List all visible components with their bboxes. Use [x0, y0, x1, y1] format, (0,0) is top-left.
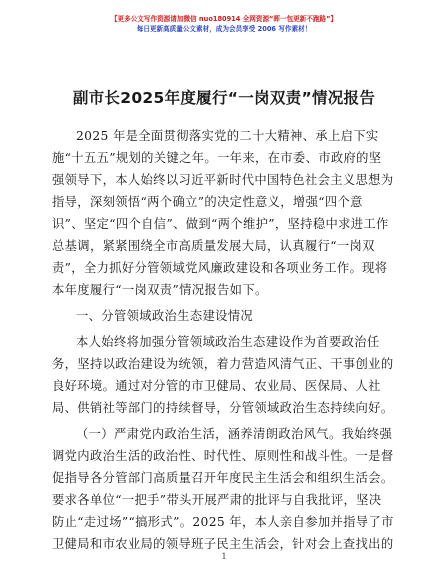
paragraph-line: 良好环境。通过对分管的市卫健局、农业局、医保局、人社 — [52, 379, 381, 393]
paragraph-line: 识”、坚定“四个自信”、做到“两个维护”，坚持稳中求进工作 — [52, 217, 389, 231]
paragraph-line: 施“十五五”规划的关键之年。一年来，在市委、市政府的坚 — [52, 151, 382, 165]
page-number: 1 — [221, 552, 227, 561]
paragraph-line: 总基调，紧紧围绕全市高质量发展大局，认真履行“一岗双 — [52, 239, 375, 253]
paragraph-line: （一）严肃党内政治生活，涵养清朗政治风气。我始终强 — [76, 427, 393, 441]
paragraph-line: 2025 年是全面贯彻落实党的二十大精神、承上启下实 — [76, 129, 379, 143]
top-banner — [0, 14, 448, 34]
paragraph-line: 责”，全力抓好分管领域党风廉政建设和各项业务工作。现将 — [52, 261, 388, 275]
paragraph-line: 务，坚持以政治建设为统领，着力营造风清气正、干事创业的 — [52, 357, 394, 371]
paragraph-line: 促指导各分管部门高质量召开年度民主生活会和组织生活会。 — [52, 471, 394, 485]
document-title: 副市长2025年度履行“一岗双责”情况报告 — [72, 89, 376, 107]
paragraph-line: 本年度履行“一岗双责”情况报告如下。 — [52, 283, 268, 297]
paragraph-line: 卫健局和市农业局的领导班子民主生活会，针对会上查找出的 — [52, 537, 394, 551]
paragraph-line: 防止“走过场”“搞形式”。2025 年，本人亲自参加并指导了市 — [52, 515, 394, 529]
document-body — [52, 125, 398, 555]
paragraph-line: 本人始终将加强分管领域政治生态建设作为首要政治任 — [76, 335, 380, 349]
paragraph-line: 指导，深刻领悟“两个确立”的决定性意义，增强“四个意 — [52, 195, 363, 209]
banner-line-promo: 【更多公文写作资源请加微信 nuo180914 全网资源“晖一包更新不跑路”】 — [110, 15, 338, 23]
paragraph-line: 调党内政治生活的政治性、时代性、原则性和战斗性。一是督 — [52, 449, 394, 463]
section-heading: 一、分管领域政治生态建设情况 — [76, 309, 254, 323]
banner-line-update: 每日更新高质量公文素材，成为会员享受 2006 写作素材！ — [136, 25, 312, 33]
paragraph-line: 局、供销社等部门的持续督导，分管领域政治生态持续向好。 — [52, 401, 394, 415]
paragraph-line: 要求各单位“一把手”带头开展严肃的批评与自我批评，坚决 — [52, 493, 382, 507]
paragraph-line: 强领导下，本人始终以习近平新时代中国特色社会主义思想为 — [52, 173, 394, 187]
